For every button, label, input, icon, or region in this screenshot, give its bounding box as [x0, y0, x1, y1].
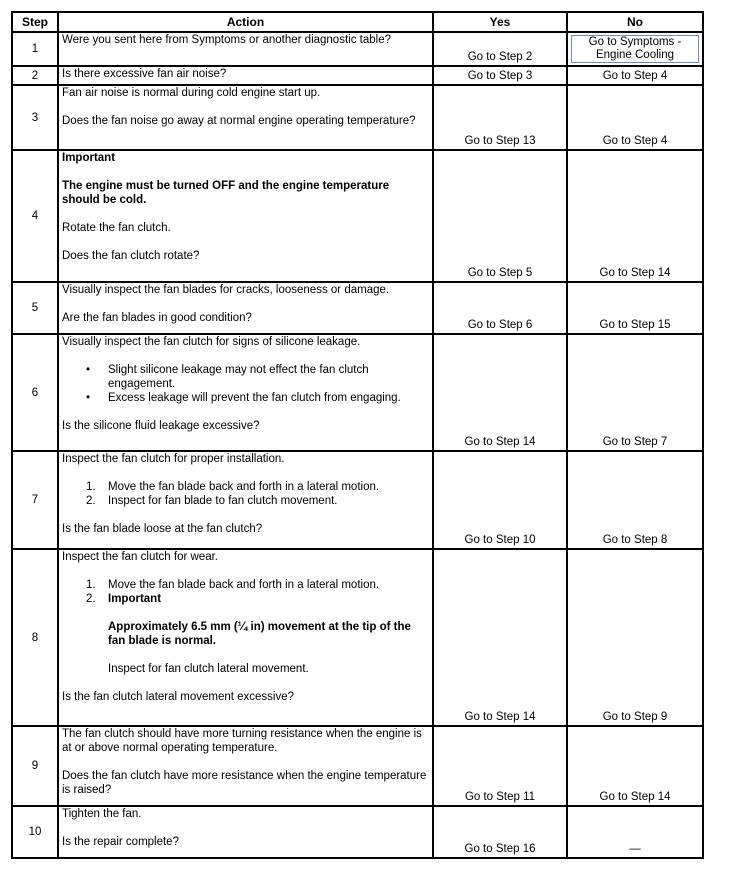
list-text: Inspect for fan blade to fan clutch movement.	[108, 495, 338, 507]
yes-link[interactable]: Go to Step 13	[433, 85, 567, 150]
question-text: Does the fan noise go away at normal engine operating temperature?	[62, 115, 416, 127]
list-item	[86, 578, 429, 592]
diagnostic-table	[11, 11, 704, 859]
no-link[interactable]: Go to Step 4	[567, 66, 703, 85]
no-link[interactable]: Go to Step 9	[567, 549, 703, 726]
step-number: 10	[12, 806, 58, 858]
bullet-list	[62, 363, 429, 405]
question-text: Is there excessive fan air noise?	[62, 68, 227, 80]
action-cell	[58, 806, 433, 858]
header-action: Action	[58, 12, 433, 32]
action-cell	[58, 66, 433, 85]
yes-link[interactable]: Go to Step 3	[433, 66, 567, 85]
action-text: The fan clutch should have more turning resistance when the engine is at or above normal operating temperature.	[62, 728, 422, 754]
table-row	[12, 85, 703, 150]
action-cell	[58, 726, 433, 806]
action-text: Inspect the fan clutch for proper installation.	[62, 453, 285, 465]
step-number: 6	[12, 334, 58, 451]
table-row	[12, 806, 703, 858]
action-text: Visually inspect the fan blades for cracks, looseness or damage.	[62, 284, 390, 296]
important-label: Important	[62, 152, 116, 164]
action-cell	[58, 85, 433, 150]
list-item	[86, 494, 429, 508]
table-row	[12, 726, 703, 806]
step-number: 5	[12, 282, 58, 334]
action-text: Visually inspect the fan clutch for signs of silicone leakage.	[62, 336, 361, 348]
table-row	[12, 549, 703, 726]
table-row	[12, 66, 703, 85]
list-item: • Excess leakage will prevent the fan clutch from engaging.	[108, 391, 429, 405]
question-text: Does the fan clutch have more resistance when the engine temperature is raised?	[62, 770, 427, 796]
list-number: 2.	[86, 495, 96, 507]
list-number: 2.	[86, 593, 96, 605]
action-text: Inspect for fan clutch lateral movement.	[108, 663, 309, 675]
action-cell	[58, 549, 433, 726]
list-item	[86, 592, 429, 606]
important-label: Important	[108, 593, 162, 605]
list-text: Move the fan blade back and forth in a lateral motion.	[108, 579, 380, 591]
action-text: Tighten the fan.	[62, 808, 142, 820]
action-cell	[58, 334, 433, 451]
step-number: 3	[12, 85, 58, 150]
table-row	[12, 334, 703, 451]
list-item: • Slight silicone leakage may not effect the fan clutch engagement.	[108, 363, 429, 391]
step-number: 9	[12, 726, 58, 806]
no-link[interactable]: Go to Step 14	[567, 150, 703, 282]
step-number: 1	[12, 32, 58, 66]
no-value: —	[567, 806, 703, 858]
action-cell	[58, 451, 433, 549]
numbered-list	[62, 578, 429, 606]
action-cell	[58, 150, 433, 282]
question-text: Is the fan blade loose at the fan clutch?	[62, 523, 263, 535]
warning-text: The engine must be turned OFF and the engine temperature should be cold.	[62, 180, 390, 206]
action-cell	[58, 32, 433, 66]
list-number: 1.	[86, 579, 96, 591]
no-link[interactable]: Go to Step 8	[567, 451, 703, 549]
table-row	[12, 451, 703, 549]
table-row	[12, 32, 703, 66]
question-text: Is the fan clutch lateral movement excessive?	[62, 691, 295, 703]
symptoms-link[interactable]: Go to Symptoms - Engine Cooling	[571, 35, 699, 63]
header-step: Step	[12, 12, 58, 32]
header-yes: Yes	[433, 12, 567, 32]
step-number: 8	[12, 549, 58, 726]
step-number: 4	[12, 150, 58, 282]
yes-link[interactable]: Go to Step 14	[433, 549, 567, 726]
header-row	[12, 12, 703, 32]
list-text: Move the fan blade back and forth in a lateral motion.	[108, 481, 380, 493]
question-text: Are the fan blades in good condition?	[62, 312, 252, 324]
no-link[interactable]: Go to Step 15	[567, 282, 703, 334]
yes-link[interactable]: Go to Step 10	[433, 451, 567, 549]
action-cell	[58, 282, 433, 334]
yes-link[interactable]: Go to Step 11	[433, 726, 567, 806]
no-link[interactable]: Go to Step 7	[567, 334, 703, 451]
table-row	[12, 282, 703, 334]
yes-link[interactable]: Go to Step 2	[433, 32, 567, 66]
no-link[interactable]: Go to Step 14	[567, 726, 703, 806]
step-number: 7	[12, 451, 58, 549]
table-row	[12, 150, 703, 282]
action-text: Inspect the fan clutch for wear.	[62, 551, 218, 563]
question-text: Is the silicone fluid leakage excessive?	[62, 420, 260, 432]
action-text: Fan air noise is normal during cold engine start up.	[62, 87, 321, 99]
yes-link[interactable]: Go to Step 6	[433, 282, 567, 334]
question-text: Does the fan clutch rotate?	[62, 250, 200, 262]
question-text: Is the repair complete?	[62, 836, 179, 848]
warning-text: Approximately 6.5 mm (¼ in) movement at the tip of the fan blade is normal.	[108, 621, 411, 647]
yes-link[interactable]: Go to Step 16	[433, 806, 567, 858]
no-link[interactable]: Go to Step 4	[567, 85, 703, 150]
numbered-list	[62, 480, 429, 508]
yes-link[interactable]: Go to Step 14	[433, 334, 567, 451]
header-no: No	[567, 12, 703, 32]
list-item	[86, 480, 429, 494]
action-text: Rotate the fan clutch.	[62, 222, 171, 234]
list-number: 1.	[86, 481, 96, 493]
step-number: 2	[12, 66, 58, 85]
yes-link[interactable]: Go to Step 5	[433, 150, 567, 282]
question-text: Were you sent here from Symptoms or another diagnostic table?	[62, 34, 391, 46]
